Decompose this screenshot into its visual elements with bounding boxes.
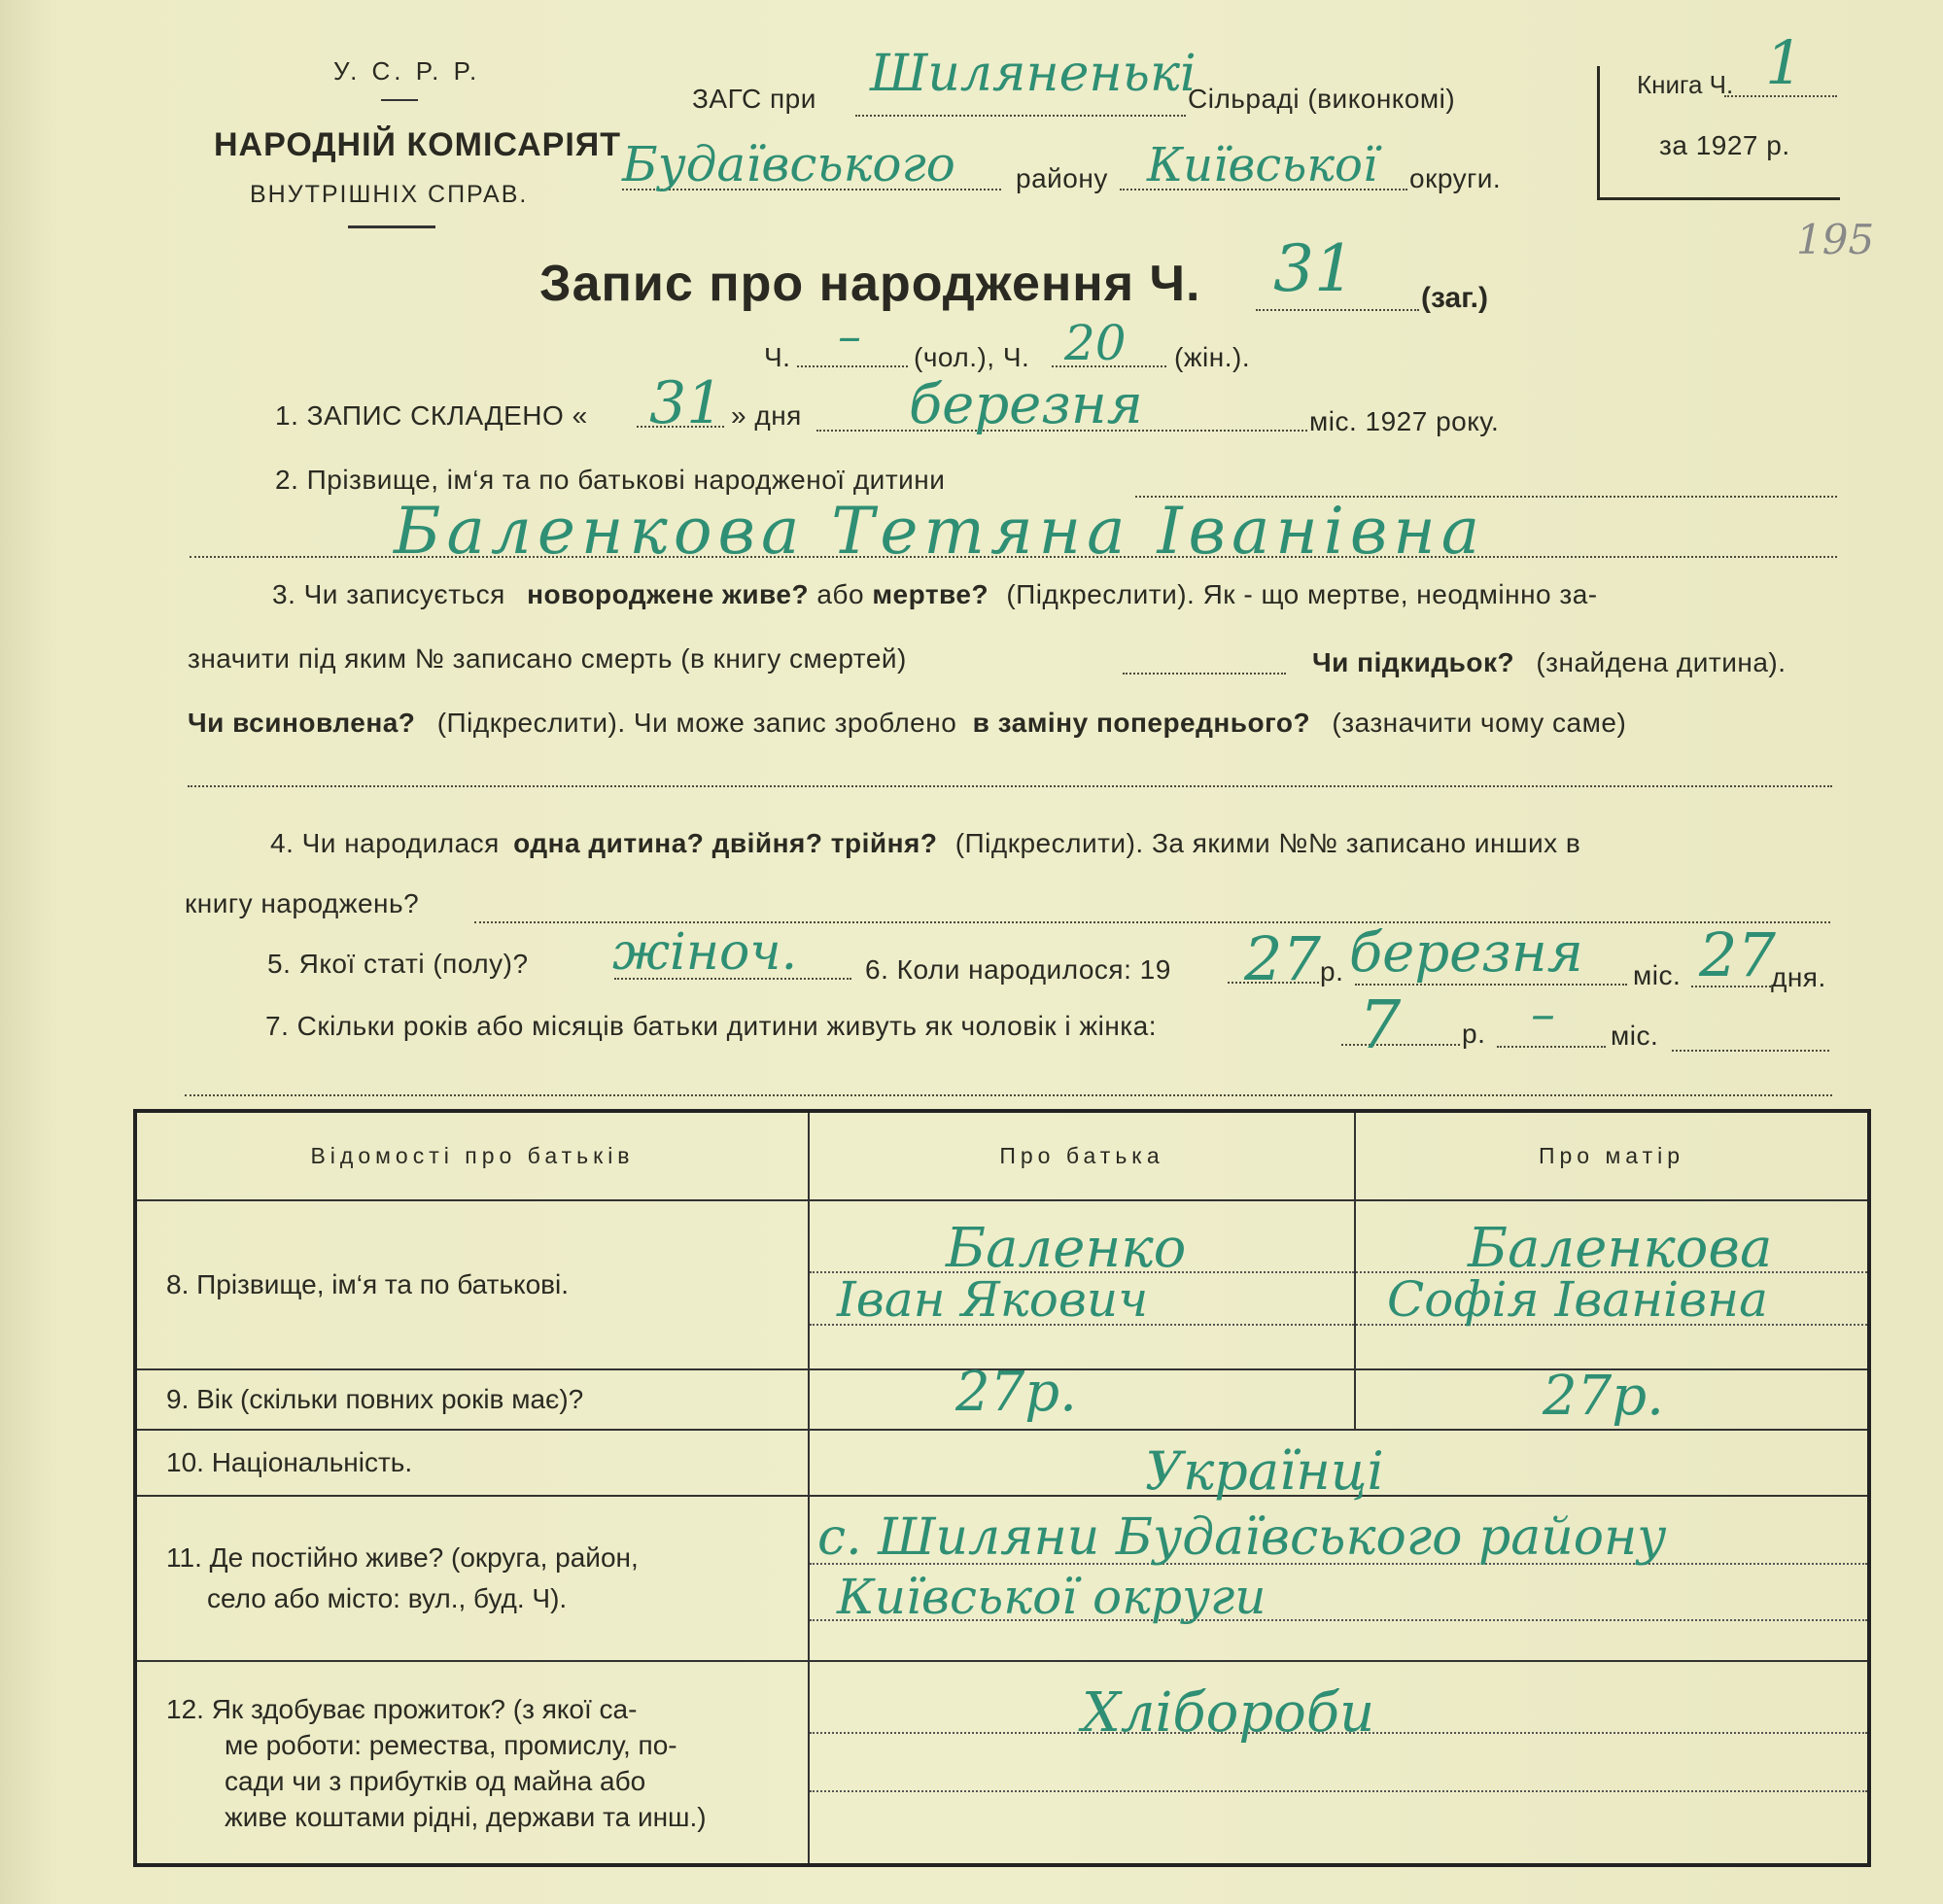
mother-name-cell [1355,1200,1869,1369]
table-row-occupation [135,1661,1869,1865]
field-4-text [270,828,1580,859]
row-label [135,1661,809,1865]
dotted-line [855,115,1186,117]
total-label: (заг.) [1421,282,1489,314]
field-1-mid: » дня [731,400,802,431]
year-label: за 1927 р. [1659,130,1790,160]
mother-age-cell [1355,1365,1869,1430]
row-label [135,1496,809,1661]
field-6-dnia: дня. [1771,962,1826,992]
book-label: Книга Ч. [1637,70,1734,99]
field-4-line-2: книгу народжень? [185,888,420,918]
text: (знайдена дитина). [1536,647,1787,677]
divider [381,99,418,101]
header-father: Про батька [809,1111,1355,1200]
row-label-line: ме роботи: ремества, промислу, по- [225,1729,677,1760]
text: Чи всиновлена? [188,708,416,738]
row-label: 9. Вік (скільки повних років має)? [135,1369,809,1430]
child-name-handwriting: Баленкова Тетяна Іванівна [394,494,1486,569]
row-label-line: 12. Як здобуває прожиток? (з якої са- [166,1693,638,1724]
text: (зазначити чому саме) [1332,708,1627,738]
district-label: району [1016,163,1108,193]
mother-given-handwriting: Софія Іванівна [1387,1271,1768,1328]
zags-suffix: Сільраді (виконкомі) [1188,84,1456,114]
field-3-line-3 [188,708,1626,739]
row-label-line: сади чи з прибутків од майна або [225,1765,646,1796]
table-header-row [135,1111,1869,1200]
male-label: Ч. [764,342,791,372]
text: (Підкреслити). За якими №№ записано инших в [954,828,1581,858]
text: в заміну попереднього? [972,708,1311,738]
text: 4. Чи народилася [270,828,500,858]
occupation-cell [809,1661,1869,1865]
field-1-label: 1. ЗАПИС СКЛАДЕНО « [275,400,588,431]
table-row-residence [135,1496,1869,1661]
occupation-handwriting: Хлібороби [1082,1681,1375,1745]
text: мертве? [872,579,989,609]
dotted-line [797,365,908,367]
row-label-line: 11. Де постійно живе? (округа, район, [166,1542,639,1573]
dotted-line [185,1094,1832,1096]
okruha-label: округи. [1409,163,1502,193]
mother-age-handwriting: 27р. [1543,1365,1664,1428]
row-label-line: живе коштами рідні, держави та инш.) [225,1801,707,1832]
nationality-cell [809,1430,1869,1502]
commissariat-subtitle: ВНУТРІШНІХ СПРАВ. [250,181,529,208]
field-3-line-2b [1312,647,1787,678]
residence-line-2-handwriting: Київської округи [837,1569,1266,1625]
table-row-age [135,1369,1869,1430]
father-age-handwriting: 27р. [955,1361,1077,1424]
row-label-line: село або місто: вул., буд. Ч). [207,1583,568,1613]
dotted-line [188,785,1832,787]
book-number-handwriting: 1 [1765,27,1804,98]
female-suffix: (жін.). [1174,342,1251,372]
dotted-line [1123,673,1286,675]
field-1-month-handwriting: березня [909,373,1143,436]
table-row-nationality [135,1430,1869,1496]
female-count-handwriting: 20 [1064,315,1127,371]
field-3-text [272,579,1598,610]
father-given-handwriting: Іван Якович [837,1271,1149,1328]
text: або [816,579,865,609]
row-label: 8. Прізвище, ім‘я та по батькові. [135,1200,809,1369]
field-2-label: 2. Прізвище, ім‘я та по батькові народженої дитини [275,465,946,495]
field-6-label: 6. Коли народилося: 19 [865,954,1171,985]
sex-handwriting: жіноч. [612,923,798,982]
field-3-line-2: значити під яким № записано смерть (в книгу смертей) [188,643,907,674]
republic-label: У. С. Р. Р. [333,56,481,86]
field-6-r: р. [1320,956,1344,987]
page-number: 195 [1796,216,1875,263]
dotted-line [1497,1046,1606,1048]
marriage-years-handwriting: 7 [1359,987,1402,1064]
record-title: Запис про народження Ч. [539,256,1201,312]
district-handwriting: Будаївського [622,136,955,192]
zags-handwriting: Шиляненькі [870,45,1197,103]
male-suffix: (чол.), Ч. [914,342,1030,372]
nationality-handwriting: Українці [1145,1440,1384,1502]
marriage-months-handwriting: – [1531,986,1555,1042]
row-label: 10. Національність. [135,1430,809,1496]
table-row-name [135,1200,1869,1369]
dotted-line [1672,1050,1829,1052]
field-1-suffix: міс. 1927 року. [1309,406,1500,436]
male-count-handwriting: – [838,309,861,363]
field-7-mis: міс. [1611,1021,1659,1051]
birth-month-handwriting: березня [1349,921,1583,985]
text: 3. Чи записується [272,579,505,609]
text: (Підкреслити). Як - що мертве, неодмінно за- [1006,579,1598,609]
birth-year-handwriting: 27 [1244,923,1321,994]
dotted-line [1256,309,1419,311]
text: новороджене живе? [527,579,810,609]
text: Чи підкидьок? [1312,647,1515,677]
field-6-mis: міс. [1633,960,1682,990]
residence-line-1-handwriting: с. Шиляни Будаївського району [817,1508,1667,1567]
field-7-r: р. [1462,1019,1486,1049]
commissariat-title: НАРОДНІЙ КОМІСАРІЯТ [214,126,621,163]
father-name-cell [809,1200,1355,1369]
header-mother: Про матір [1355,1111,1869,1200]
parents-table [133,1109,1871,1867]
mother-surname-handwriting: Баленкова [1468,1217,1773,1280]
text: (Підкреслити). Чи може запис зроблено [436,708,957,738]
header-info: Відомості про батьків [135,1111,809,1200]
field-1-day-handwriting: 31 [649,369,724,437]
zags-prefix: ЗАГС при [692,84,816,114]
record-number-handwriting: 31 [1273,231,1355,306]
field-5-label: 5. Якої статі (полу)? [267,949,529,979]
dotted-line [810,1790,1867,1792]
father-surname-handwriting: Баленко [946,1217,1187,1280]
father-age-cell [809,1361,1355,1430]
residence-cell [809,1496,1869,1661]
field-7-label: 7. Скільки років або місяців батьки дитини живуть як чоловік і жінка: [265,1011,1157,1041]
text: одна дитина? двійня? трійня? [513,828,938,858]
birth-day-handwriting: 27 [1699,919,1776,990]
okruha-handwriting: Київської [1147,138,1378,192]
divider [348,225,435,228]
